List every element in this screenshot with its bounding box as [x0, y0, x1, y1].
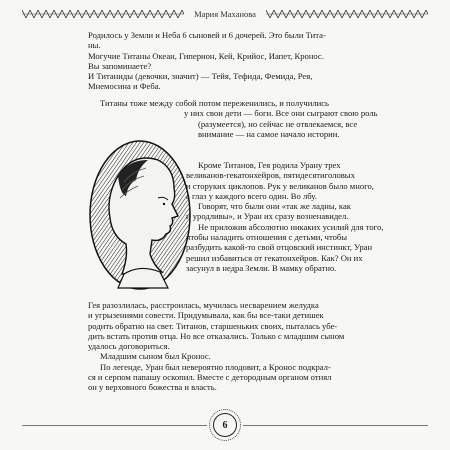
ornament-right [266, 10, 428, 18]
text-line: Родилось у Земли и Неба 6 сыновей и 6 дочерей. Это были Тита- [88, 30, 326, 40]
author-name: Мария Маханова [194, 9, 256, 19]
paragraph-children [88, 98, 378, 139]
text-line: Мнемосина и Феба. [88, 81, 161, 92]
text-line: а глаз у каждого всего один. Во лбу. [186, 190, 317, 201]
paragraph-gaia [88, 300, 368, 393]
text-line: ны. [88, 40, 101, 51]
text-line: ся и серпом папашу оскопил. Вместе с детородным органом отнял [88, 372, 332, 383]
text-line: Кроме Титанов, Гея родила Урану трех [198, 160, 341, 170]
running-header [22, 6, 428, 22]
text-line: Вы запоминаете? [88, 60, 152, 71]
text-line: По легенде, Уран был невероятно плодовит, а Кронос подкрал- [100, 361, 331, 372]
cameo-portrait-image [88, 138, 192, 293]
text-line: Гея разозлилась, расстроилась, мучилась несварением желудка [88, 300, 319, 310]
text-line: засунул в недра Земли. В мамку обратно. [186, 262, 337, 273]
paragraph-giants [186, 160, 384, 273]
text-line: Младшим сыном был Кронос. [100, 351, 211, 362]
text-line: и сторуких циклопов. Рук у великанов было много, [186, 180, 374, 191]
text-line: внимание — на самое начало истории. [198, 128, 340, 139]
text-line: решил избавиться от гекатонхейров. Как? Он их [186, 252, 363, 263]
text-line: разбудить какой-то свой отцовский инстинкт, Уран [186, 242, 373, 253]
paragraph-titans [88, 30, 368, 92]
text-line: и угрызениями совести. Придумывала, как бы все-таки детишек [88, 310, 324, 321]
text-line: (разумеется), но сейчас не отвлекаемся, все [198, 118, 358, 129]
ornament-left [22, 10, 184, 18]
text-line: он у верховного божества и власть. [88, 382, 217, 393]
text-line: родить обратно на свет. Титанов, старшеньких своих, пыталась убе- [88, 320, 338, 331]
footer-rule-right [243, 425, 428, 426]
page-footer [22, 412, 428, 438]
text-line: И Титаниды (девочки, значит) — Тейя, Тефида, Фемида, Рея, [88, 71, 313, 82]
text-line: Говорят, что были они «так же ладны, как [198, 201, 351, 212]
text-line: великанов-гекатонхейров, пятидесятиголовых [186, 170, 355, 181]
text-line: и уродливы», и Уран их сразу возненавидел. [186, 211, 349, 222]
text-line: Титаны тоже между собой потом переженились, и получились [100, 98, 329, 108]
text-line: Могучие Титаны Океан, Гиперион, Кей, Крийос, Иапет, Кронос. [88, 50, 324, 61]
text-line: чтобы наладить отношения с детьми, чтобы [186, 232, 348, 243]
text-line: дить встать против отца. Но все отказались. Только с младшим сыном [88, 330, 345, 341]
text-line: Не приложив абсолютно никаких усилий для того, [198, 221, 384, 232]
page-number: 6 [213, 413, 237, 437]
text-line: удалось договориться. [88, 341, 170, 352]
footer-rule-left [22, 425, 207, 426]
text-line: у них свои дети — боги. Все они сыграют свою роль [184, 108, 378, 119]
